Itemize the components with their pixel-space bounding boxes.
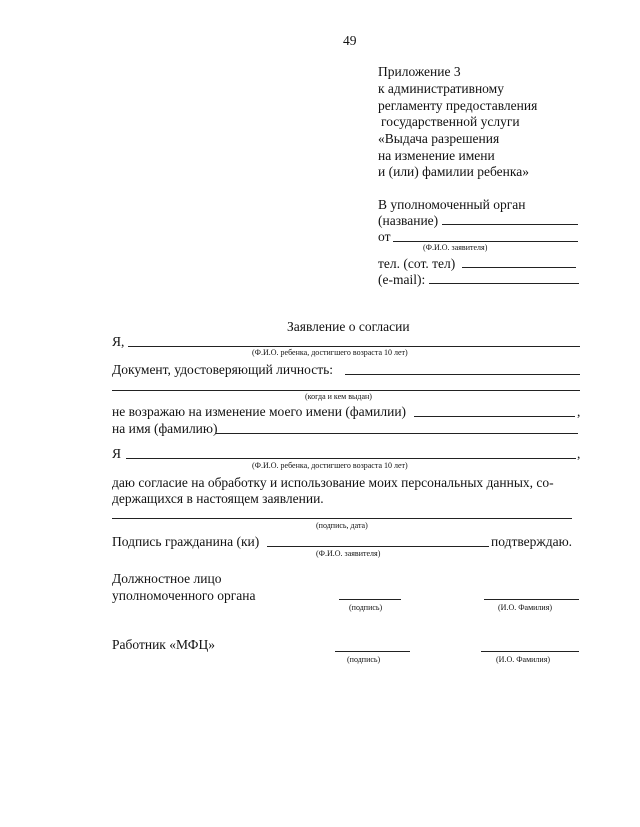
appendix-line: Приложение 3 — [378, 64, 461, 79]
child-name-field-2[interactable] — [126, 458, 576, 459]
current-name-field[interactable] — [414, 416, 575, 417]
document-issued-field[interactable] — [112, 390, 580, 391]
official-line-2: уполномоченного органа — [112, 588, 256, 603]
appendix-line: «Выдача разрешения — [378, 131, 500, 146]
no-objection-label: не возражаю на изменение моего имени (фамилии) — [112, 404, 407, 419]
form-title: Заявление о согласии — [287, 319, 410, 334]
from-label: от — [378, 229, 391, 244]
sign-date-caption: (подпись, дата) — [316, 521, 368, 530]
io-surname-caption-2: (И.О. Фамилия) — [496, 655, 551, 664]
issued-caption: (когда и кем выдан) — [305, 392, 372, 401]
appendix-line: на изменение имени — [378, 148, 495, 163]
child-caption-2: (Ф.И.О. ребенка, достигшего возраста 10 лет) — [252, 461, 408, 470]
citizen-sign-field[interactable] — [267, 546, 489, 547]
official-name-field[interactable] — [484, 599, 579, 600]
phone-label: тел. (сот. тел) — [378, 256, 456, 271]
comma-2: , — [577, 446, 581, 461]
mfc-signature-field[interactable] — [335, 651, 410, 652]
signature-caption: (подпись) — [349, 603, 383, 612]
mfc-worker-label: Работник «МФЦ» — [112, 637, 215, 652]
appendix-line: регламенту предоставления — [378, 98, 538, 113]
applicant-caption-2: (Ф.И.О. заявителя) — [316, 549, 381, 558]
new-name-field[interactable] — [216, 433, 578, 434]
confirm-label: подтверждаю. — [491, 534, 573, 549]
document-field[interactable] — [345, 374, 580, 375]
consent-line-1: даю согласие на обработку и использование моих персональных данных, со- — [112, 475, 554, 490]
email-label: (e-mail): — [378, 272, 426, 287]
consent-line-2: держащихся в настоящем заявлении. — [112, 491, 324, 506]
ya2-label: Я — [112, 446, 122, 461]
appendix-line: и (или) фамилии ребенка» — [378, 164, 529, 179]
authority-name-field[interactable] — [442, 224, 578, 225]
citizen-sign-label: Подпись гражданина (ки) — [112, 534, 260, 549]
child-caption: (Ф.И.О. ребенка, достигшего возраста 10 лет) — [252, 348, 408, 357]
document-label: Документ, удостоверяющий личность: — [112, 362, 334, 377]
new-name-label: на имя (фамилию) — [112, 421, 218, 436]
official-signature-field[interactable] — [339, 599, 401, 600]
sign-date-field[interactable] — [112, 518, 572, 519]
email-field[interactable] — [429, 283, 579, 284]
ya-label: Я, — [112, 334, 125, 349]
appendix-line: государственной услуги — [381, 114, 520, 129]
official-line-1: Должностное лицо — [112, 571, 222, 586]
phone-field[interactable] — [462, 267, 576, 268]
to-authority-label: В уполномоченный орган — [378, 197, 526, 212]
signature-caption-2: (подпись) — [347, 655, 381, 664]
mfc-name-field[interactable] — [481, 651, 579, 652]
appendix-line: к административному — [378, 81, 504, 96]
page-number: 49 — [343, 33, 357, 48]
child-name-field[interactable] — [128, 346, 580, 347]
applicant-caption: (Ф.И.О. заявителя) — [423, 243, 488, 252]
comma: , — [577, 404, 581, 419]
authority-name-label: (название) — [378, 213, 439, 228]
applicant-name-field[interactable] — [393, 241, 578, 242]
io-surname-caption: (И.О. Фамилия) — [498, 603, 553, 612]
